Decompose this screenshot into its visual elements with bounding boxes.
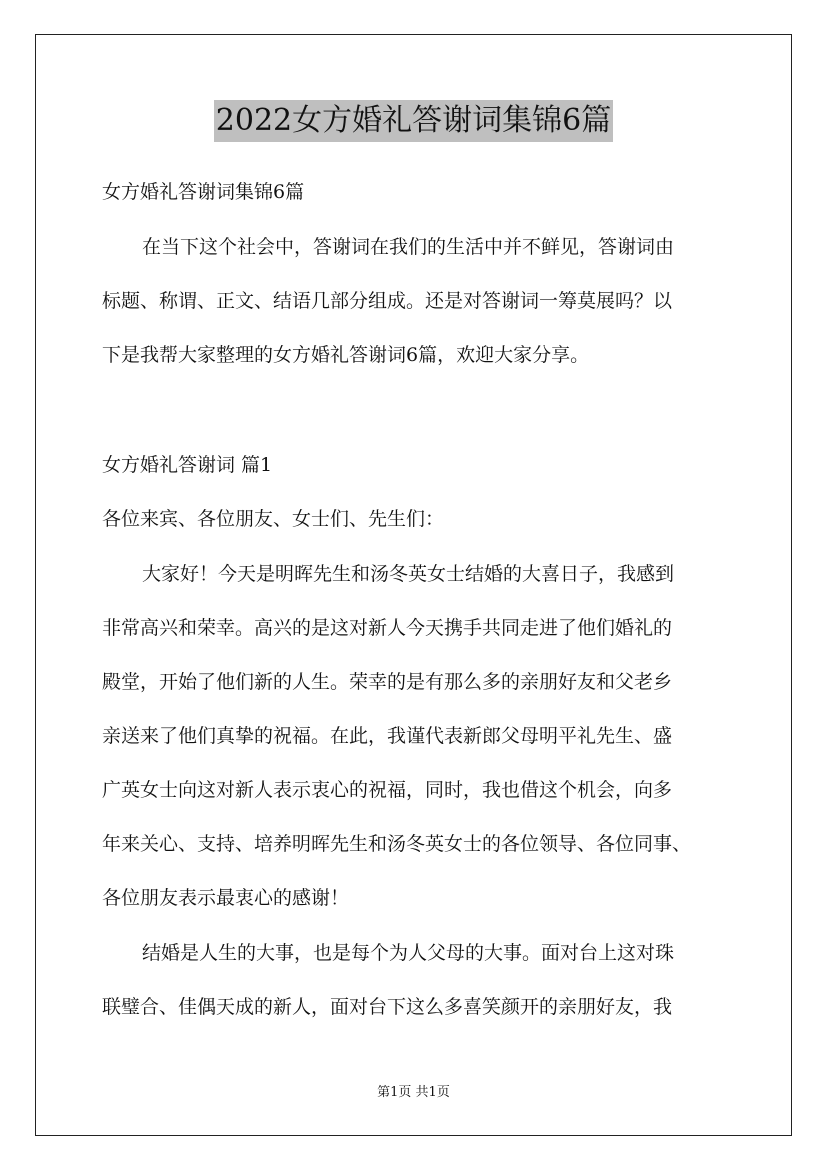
intro-line: 下是我帮大家整理的女方婚礼答谢词6篇，欢迎大家分享。 <box>102 344 590 366</box>
paragraph-line: 广英女士向这对新人表示衷心的祝福，同时，我也借这个机会，向多 <box>102 779 673 801</box>
paragraph-line: 大家好！今天是明晖先生和汤冬英女士结婚的大喜日子，我感到 <box>142 563 675 585</box>
paragraph-line: 非常高兴和荣幸。高兴的是这对新人今天携手共同走进了他们婚礼的 <box>102 617 673 639</box>
section-heading: 女方婚礼答谢词 篇1 <box>102 454 273 476</box>
intro-line: 在当下这个社会中，答谢词在我们的生活中并不鲜见，答谢词由 <box>142 236 675 258</box>
paragraph-line: 亲送来了他们真挚的祝福。在此，我谨代表新郎父母明平礼先生、盛 <box>102 725 673 747</box>
paragraph-line: 各位朋友表示最衷心的感谢！ <box>102 887 350 909</box>
document-title-text: 2022女方婚礼答谢词集锦6篇 <box>214 100 613 142</box>
page-indicator: 第1页 共1页 <box>377 1085 450 1100</box>
paragraph-line: 联璧合、佳偶天成的新人，面对台下这么多喜笑颜开的亲朋好友，我 <box>102 996 673 1018</box>
document-title <box>0 100 827 142</box>
intro-line: 标题、称谓、正文、结语几部分组成。还是对答谢词一筹莫展吗？以 <box>102 290 673 312</box>
document-subtitle: 女方婚礼答谢词集锦6篇 <box>102 181 305 203</box>
paragraph-line: 结婚是人生的大事，也是每个为人父母的大事。面对台上这对珠 <box>142 942 675 964</box>
paragraph-line: 年来关心、支持、培养明晖先生和汤冬英女士的各位领导、各位同事、 <box>102 833 692 855</box>
salutation: 各位来宾、各位朋友、女士们、先生们： <box>102 508 445 530</box>
paragraph-line: 殿堂，开始了他们新的人生。荣幸的是有那么多的亲朋好友和父老乡 <box>102 671 673 693</box>
